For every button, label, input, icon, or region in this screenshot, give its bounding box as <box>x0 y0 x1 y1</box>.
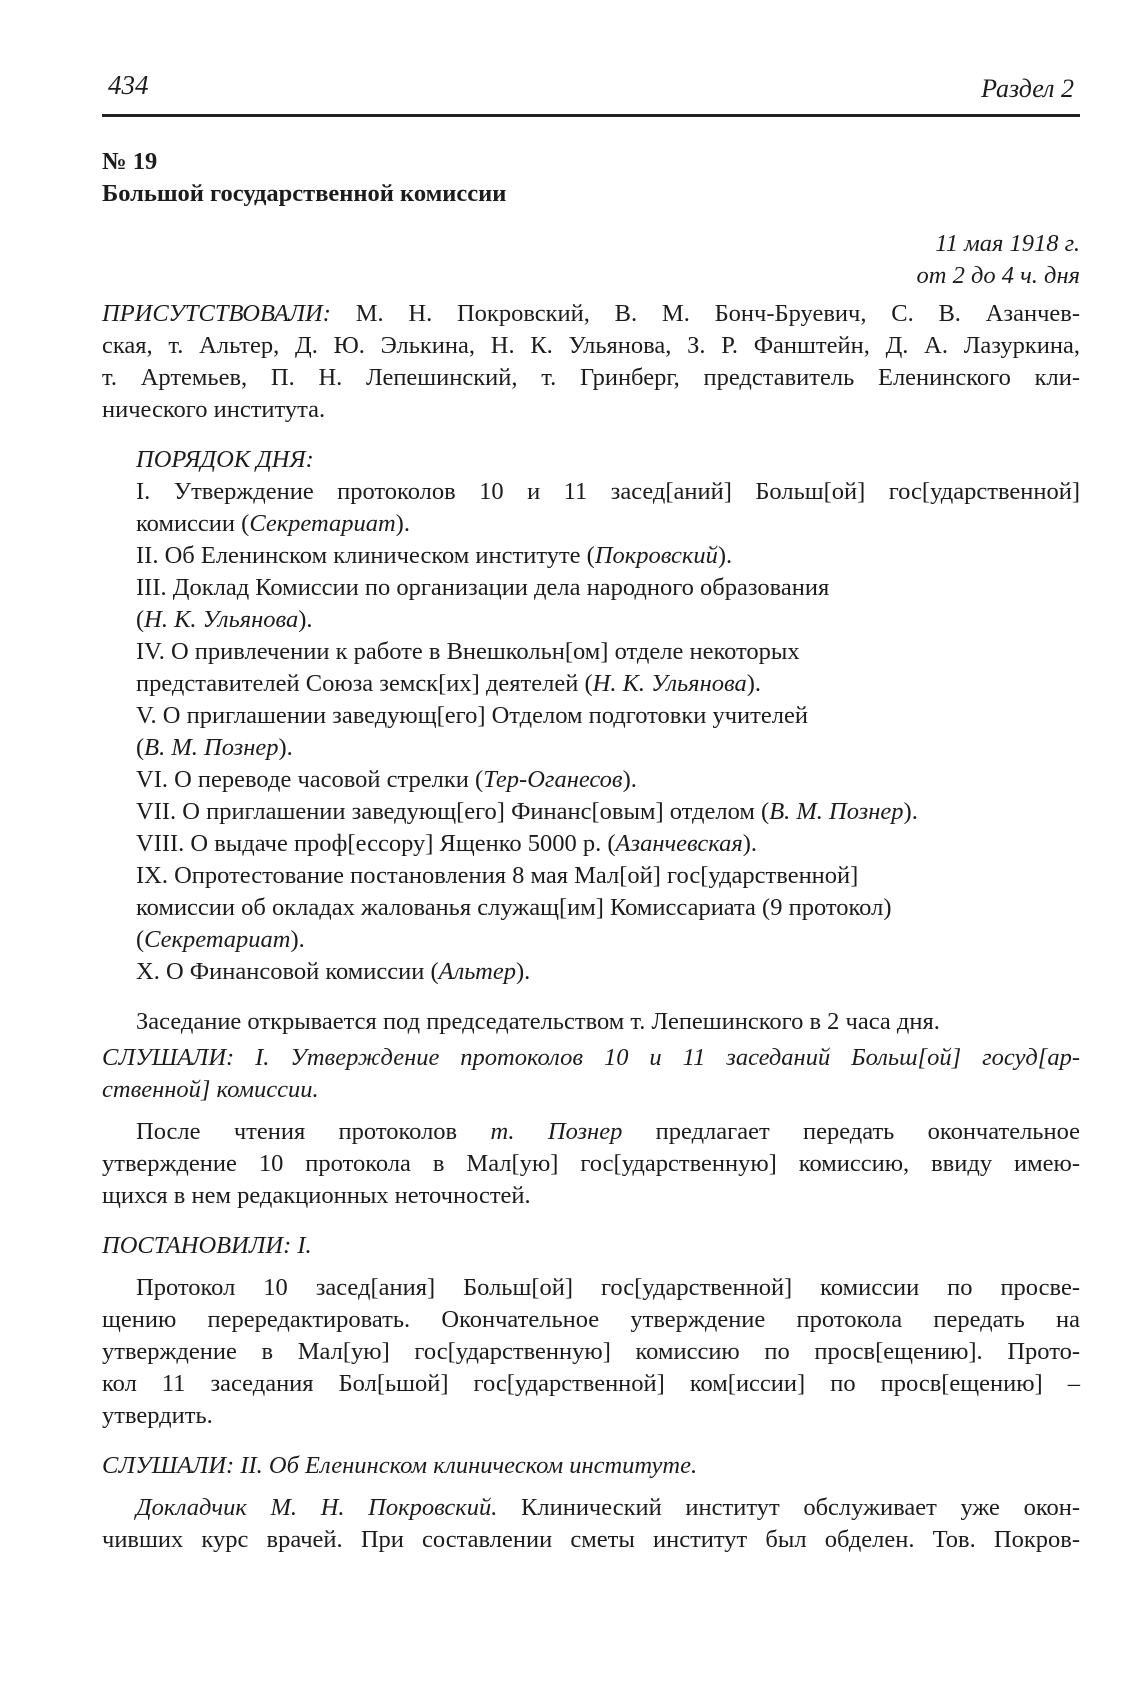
meeting-date: 11 мая 1918 г. <box>935 230 1080 257</box>
agenda-item: (Н. К. Ульянова). <box>136 606 313 633</box>
attendees-line: нического института. <box>102 396 326 423</box>
agenda-item: V. О приглашении заведующ[его] Отделом подготовки учителей <box>136 702 808 729</box>
opening-statement: Заседание открывается под председательством т. Лепешинского в 2 часа дня. <box>136 1008 940 1035</box>
reporter-name: Докладчик М. Н. Покровский. <box>136 1494 498 1521</box>
paragraph-3-line: Докладчик М. Н. Покровский. Клинический институт обслуживает уже окон- <box>136 1494 1080 1521</box>
agenda-speaker: В. М. Познер <box>144 734 279 761</box>
agenda-list <box>136 476 1080 988</box>
agenda-item: IX. Опротестование постановления 8 мая Мал[ой] гос[ударственной] <box>136 862 859 889</box>
attendees-line: ская, т. Альтер, Д. Ю. Элькина, Н. К. Ульянова, З. Р. Фанштейн, Д. А. Лазуркина, <box>102 332 1080 359</box>
agenda-speaker: Н. К. Ульянова <box>592 670 747 697</box>
page-number: 434 <box>108 70 149 100</box>
attendees-block <box>102 298 1080 426</box>
agenda-item: VI. О переводе часовой стрелки (Тер-Оганесов). <box>136 766 637 793</box>
agenda-speaker: Секретариат <box>144 926 291 953</box>
paragraph-2-line: щению перередактировать. Окончательное утверждение протокола передать на <box>102 1306 1080 1333</box>
agenda-item: комиссии (Секретариат). <box>136 510 410 537</box>
page-header <box>100 62 1080 114</box>
agenda-item: VII. О приглашении заведующ[его] Финанс[овым] отделом (В. М. Познер). <box>136 798 918 825</box>
paragraph-1-line: щихся в нем редакционных неточностей. <box>102 1182 531 1209</box>
agenda-item: X. О Финансовой комиссии (Альтер). <box>136 958 531 985</box>
document-number: № 19 <box>102 148 158 175</box>
present-label: ПРИСУТСТВОВАЛИ: <box>102 300 331 327</box>
section-title: Раздел 2 <box>981 74 1074 103</box>
agenda-heading: ПОРЯДОК ДНЯ: <box>136 446 314 473</box>
document-body <box>102 146 1080 1556</box>
agenda-speaker: Альтер <box>438 958 516 985</box>
agenda-item: (Секретариат). <box>136 926 305 953</box>
attendees-line: ПРИСУТСТВОВАЛИ: М. Н. Покровский, В. М. Бонч-Бруевич, С. В. Азанчев- <box>102 300 1080 327</box>
agenda-item: II. Об Еленинском клиническом институте (Покровский). <box>136 542 733 569</box>
resolved-1-heading: ПОСТАНОВИЛИ: I. <box>102 1232 312 1259</box>
agenda-speaker: Тер-Оганесов <box>483 766 623 793</box>
paragraph-1-line: утверждение 10 протокола в Мал[ую] гос[ударственную] комиссию, ввиду имею- <box>102 1150 1080 1177</box>
agenda-item: (В. М. Познер). <box>136 734 293 761</box>
meeting-time: от 2 до 4 ч. дня <box>916 262 1080 289</box>
header-rule <box>102 114 1080 117</box>
agenda-speaker: Секретариат <box>249 510 396 537</box>
paragraph-3-line: чивших курс врачей. При составлении сметы институт был обделен. Тов. Покров- <box>102 1526 1080 1553</box>
agenda-speaker: Азанчевская <box>615 830 743 857</box>
agenda-speaker: Н. К. Ульянова <box>144 606 299 633</box>
agenda-item: VIII. О выдаче проф[ессору] Ященко 5000 р. (Азанчевская). <box>136 830 758 857</box>
heard-1-line: СЛУШАЛИ: I. Утверждение протоколов 10 и 11 заседаний Больш[ой] госуд[ар- <box>102 1044 1080 1071</box>
agenda-speaker: Покровский <box>594 542 718 569</box>
agenda-item: IV. О привлечении к работе в Внешкольн[ом] отделе некоторых <box>136 638 800 665</box>
paragraph-2-line: утвердить. <box>102 1402 213 1429</box>
agenda-item: I. Утверждение протоколов 10 и 11 засед[аний] Больш[ой] гос[ударственной] <box>136 478 1080 505</box>
paragraph-2-line: утверждение в Мал[ую] гос[ударственную] комиссию по просв[ещению]. Прото- <box>102 1338 1080 1365</box>
document-title: Большой государственной комиссии <box>102 180 507 207</box>
paragraph-2-line: кол 11 заседания Бол[ьшой] гос[ударственной] ком[иссии] по просв[ещению] – <box>102 1370 1080 1397</box>
agenda-speaker: В. М. Познер <box>769 798 904 825</box>
speaker-name: т. Познер <box>490 1118 623 1145</box>
paragraph-1-line: После чтения протоколов т. Познер предлагает передать окончательное <box>136 1118 1081 1145</box>
heard-1-line: ственной] комиссии. <box>102 1076 319 1103</box>
agenda-item: III. Доклад Комиссии по организации дела народного образования <box>136 574 830 601</box>
paragraph-2-line: Протокол 10 засед[ания] Больш[ой] гос[ударственной] комиссии по просве- <box>136 1274 1080 1301</box>
agenda-item: комиссии об окладах жалованья служащ[им] Комиссариата (9 протокол) <box>136 894 892 921</box>
heard-2-heading: СЛУШАЛИ: II. Об Еленинском клиническом институте. <box>102 1452 698 1479</box>
attendees-line: т. Артемьев, П. Н. Лепешинский, т. Гринберг, представитель Еленинского кли- <box>102 364 1080 391</box>
agenda-item: представителей Союза земск[их] деятелей (Н. К. Ульянова). <box>136 670 761 697</box>
